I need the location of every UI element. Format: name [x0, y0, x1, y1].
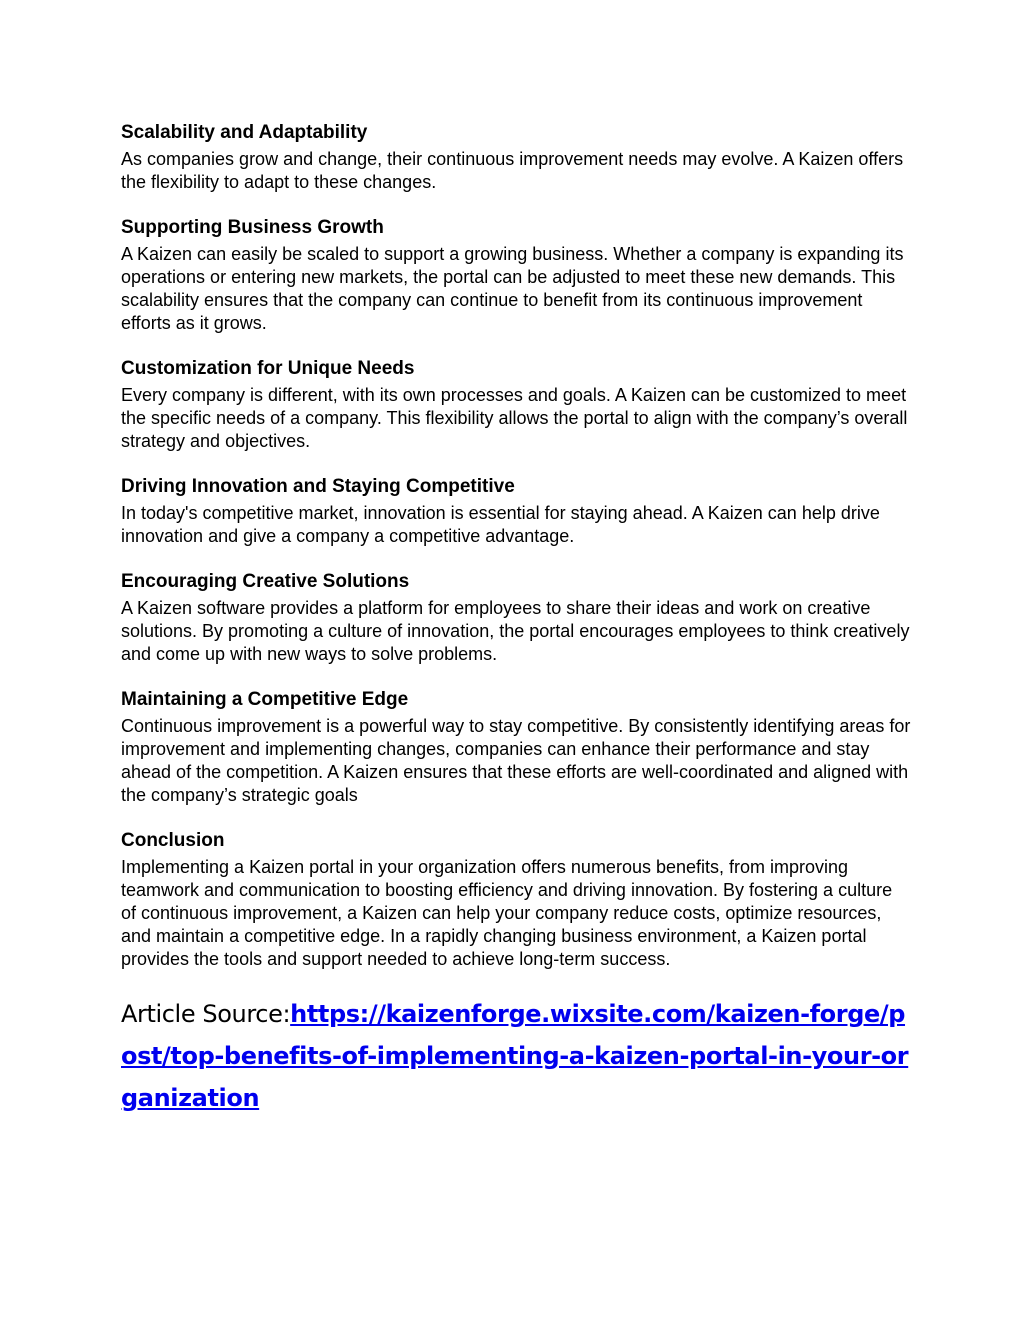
section-heading: Encouraging Creative Solutions: [121, 571, 410, 592]
article-source: [121, 993, 911, 1119]
section-conclusion: [121, 829, 911, 971]
section-heading: Scalability and Adaptability: [121, 122, 368, 143]
section-body: A Kaizen software provides a platform for employees to share their ideas and work on creative solutions. By promoting a culture of innovation, the portal encourages employees to think creatively and come up with new ways to solve problems.: [121, 598, 910, 664]
section-heading: Maintaining a Competitive Edge: [121, 689, 409, 710]
section-customization: [121, 357, 911, 453]
section-body: Continuous improvement is a powerful way to stay competitive. By consistently identifying areas for improvement and implementing changes, companies can enhance their performance and stay ahead of the competition. A Kaizen ensures that these efforts are well-coordinated and aligned with the company’s strategic goals: [121, 716, 911, 805]
section-body: A Kaizen can easily be scaled to support a growing business. Whether a company is expanding its operations or entering new markets, the portal can be adjusted to meet these new demands. This scalability ensures that the company can continue to benefit from its continuous improvement efforts as it grows.: [121, 244, 904, 333]
section-business-growth: [121, 216, 911, 335]
section-innovation: [121, 475, 911, 548]
section-competitive-edge: [121, 688, 911, 807]
section-body: Implementing a Kaizen portal in your organization offers numerous benefits, from improving teamwork and communication to boosting efficiency and driving innovation. By fostering a culture of continuous improvement, a Kaizen can help your company reduce costs, optimize resources, and maintain a competitive edge. In a rapidly changing business environment, a Kaizen portal provides the tools and support needed to achieve long-term success.: [121, 857, 893, 969]
document-page: [121, 121, 911, 1119]
section-scalability: [121, 121, 911, 194]
section-creative-solutions: [121, 570, 911, 666]
section-body: As companies grow and change, their continuous improvement needs may evolve. A Kaizen offers the flexibility to adapt to these changes.: [121, 149, 904, 192]
section-heading: Driving Innovation and Staying Competitive: [121, 476, 515, 497]
section-body: In today's competitive market, innovation is essential for staying ahead. A Kaizen can help drive innovation and give a company a competitive advantage.: [121, 503, 880, 546]
section-heading: Conclusion: [121, 830, 225, 851]
article-source-link[interactable]: https://kaizenforge.wixsite.com/kaizen-forge/post/top-benefits-of-implementing-a-kaizen-portal-in-your-organization: [121, 1000, 909, 1112]
article-source-label: Article Source:: [121, 1000, 291, 1028]
section-body: Every company is different, with its own processes and goals. A Kaizen can be customized to meet the specific needs of a company. This flexibility allows the portal to align with the company’s overall strategy and objectives.: [121, 385, 908, 451]
section-heading: Supporting Business Growth: [121, 217, 384, 238]
section-heading: Customization for Unique Needs: [121, 358, 415, 379]
